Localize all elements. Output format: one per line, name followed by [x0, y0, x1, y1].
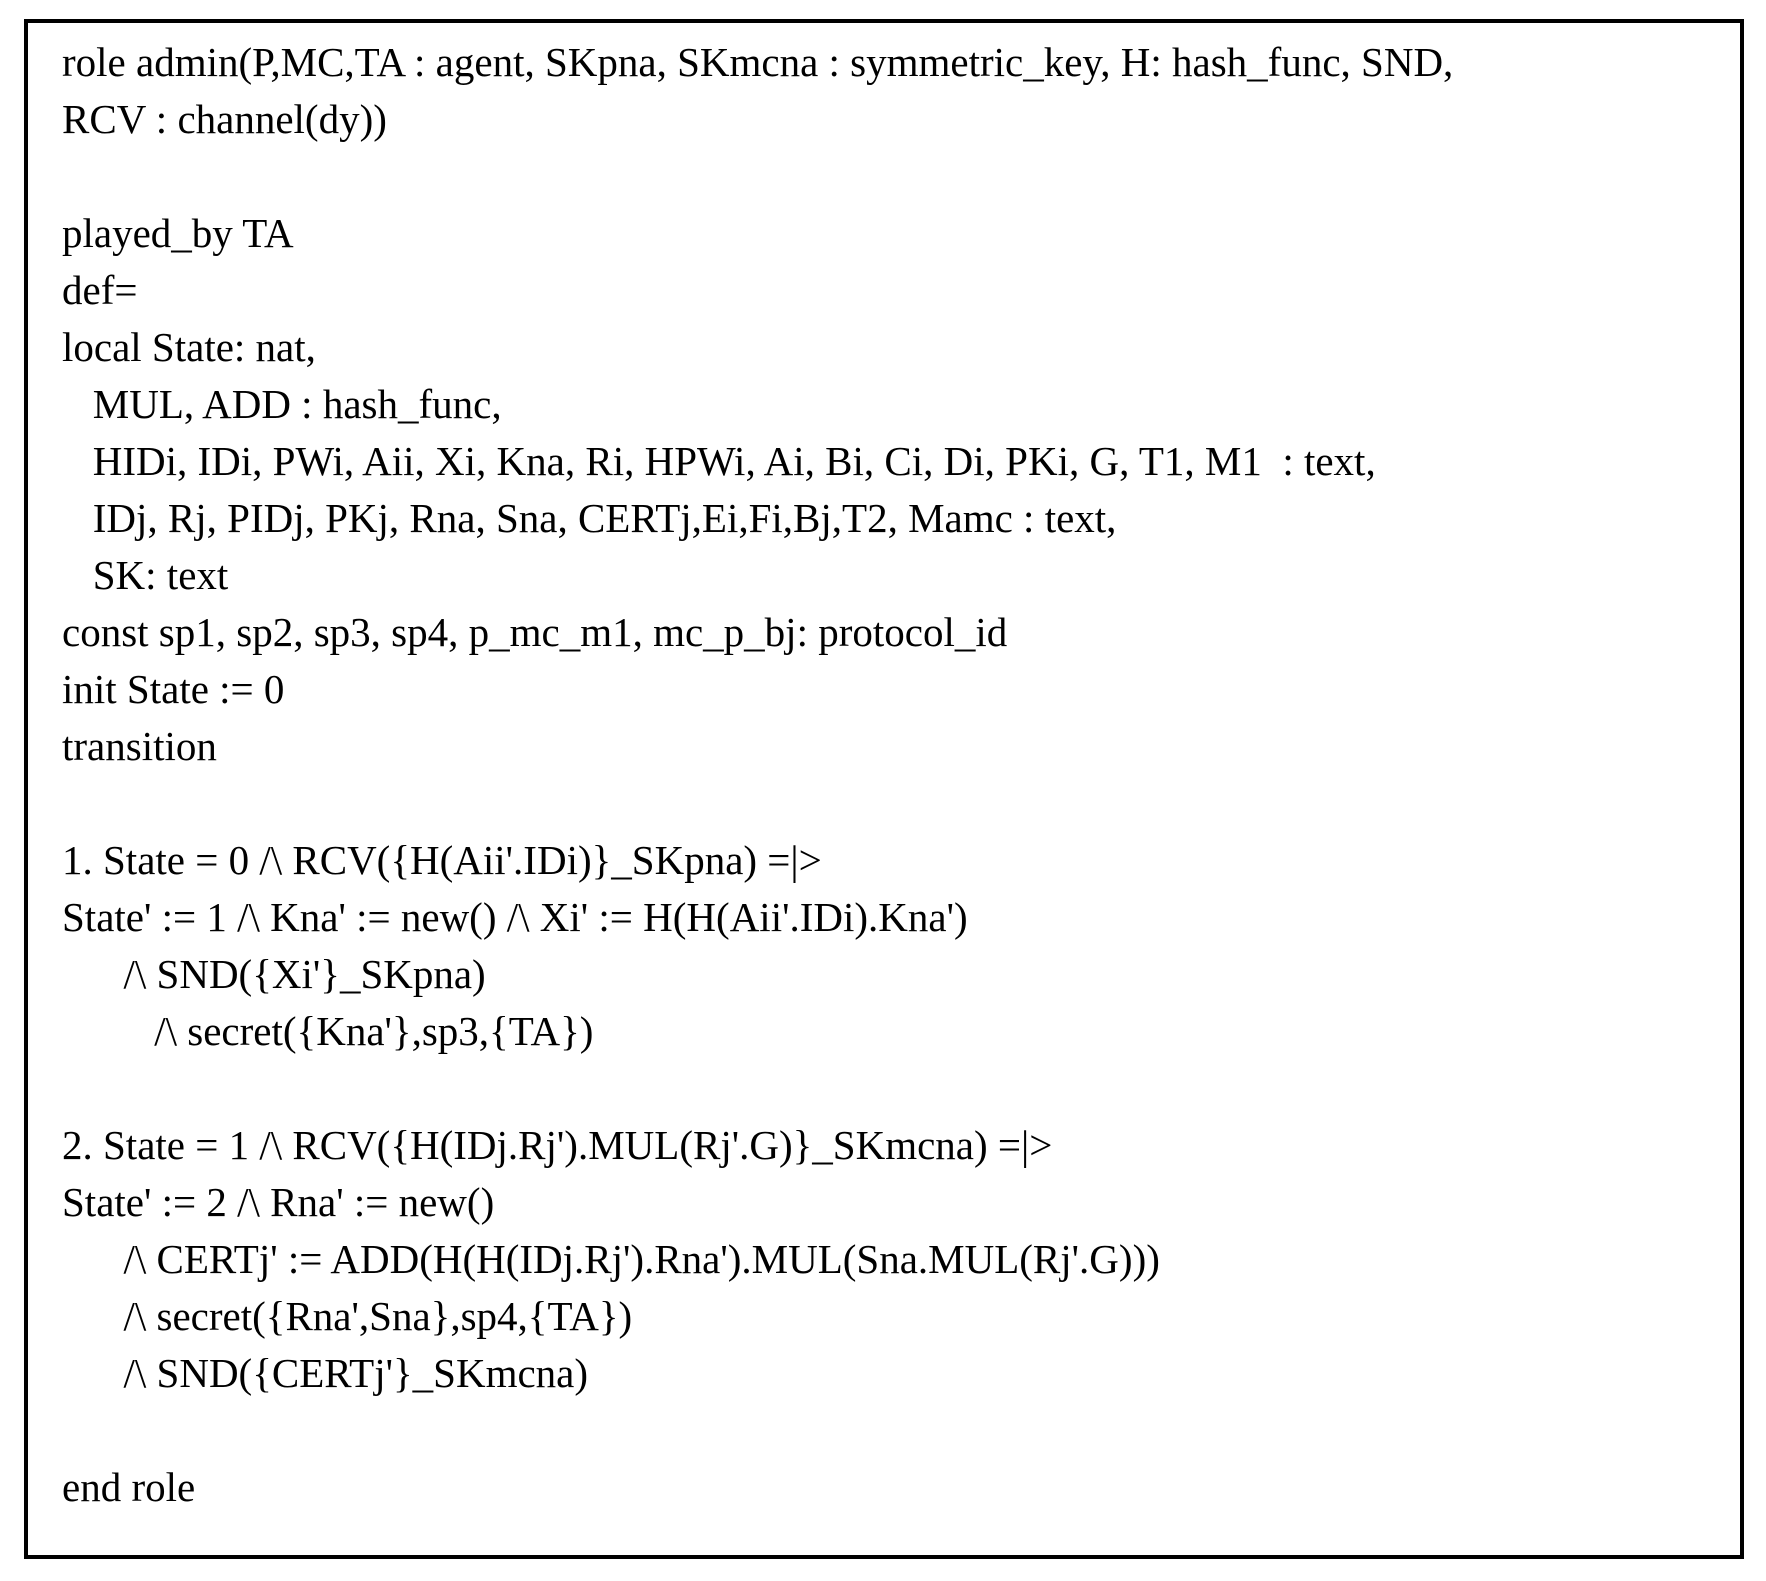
- code-line-init: init State := 0: [62, 666, 285, 712]
- code-line-transition-2-state: State' := 2 /\ Rna' := new(): [62, 1179, 495, 1225]
- code-line-local-text-2: IDj, Rj, PIDj, PKj, Rna, Sna, CERTj,Ei,Fi,Bj,T2, Mamc : text,: [62, 495, 1117, 541]
- code-line-transition: transition: [62, 723, 217, 769]
- code-line-transition-1-secret: /\ secret({Kna'},sp3,{TA}): [62, 1008, 594, 1054]
- code-line-role-header: role admin(P,MC,TA : agent, SKpna, SKmcna : symmetric_key, H: hash_func, SND,: [62, 39, 1454, 85]
- code-line-role-header-cont: RCV : channel(dy)): [62, 96, 387, 142]
- code-line-local-hash: MUL, ADD : hash_func,: [62, 381, 502, 427]
- code-line-transition-2-snd: /\ SND({CERTj'}_SKmcna): [62, 1350, 589, 1396]
- code-line-blank: [62, 775, 1722, 832]
- code-line-blank: [62, 1402, 1722, 1459]
- code-line-def: def=: [62, 267, 138, 313]
- code-line-transition-1-snd: /\ SND({Xi'}_SKpna): [62, 951, 486, 997]
- code-line-end-role: end role: [62, 1464, 196, 1510]
- code-line-transition-2-cert: /\ CERTj' := ADD(H(H(IDj.Rj').Rna').MUL(Sna.MUL(Rj'.G))): [62, 1236, 1160, 1282]
- code-line-transition-2-secret: /\ secret({Rna',Sna},sp4,{TA}): [62, 1293, 633, 1339]
- code-line-local-text-1: HIDi, IDi, PWi, Aii, Xi, Kna, Ri, HPWi, Ai, Bi, Ci, Di, PKi, G, T1, M1 : text,: [62, 438, 1376, 484]
- hlpsl-code-block: [62, 34, 1722, 1516]
- code-line-local: local State: nat,: [62, 324, 316, 370]
- code-line-blank: [62, 148, 1722, 205]
- code-line-const: const sp1, sp2, sp3, sp4, p_mc_m1, mc_p_bj: protocol_id: [62, 609, 1008, 655]
- code-line-transition-1: 1. State = 0 /\ RCV({H(Aii'.IDi)}_SKpna) =|>: [62, 837, 822, 883]
- code-line-transition-2: 2. State = 1 /\ RCV({H(IDj.Rj').MUL(Rj'.G)}_SKmcna) =|>: [62, 1122, 1053, 1168]
- code-line-local-sk: SK: text: [62, 552, 229, 598]
- code-line-played-by: played_by TA: [62, 210, 294, 256]
- code-line-transition-1-state: State' := 1 /\ Kna' := new() /\ Xi' := H(H(Aii'.IDi).Kna'): [62, 894, 968, 940]
- code-line-blank: [62, 1060, 1722, 1117]
